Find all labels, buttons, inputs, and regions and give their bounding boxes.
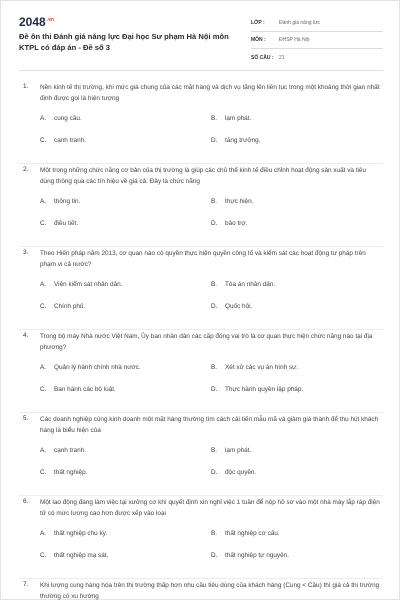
option-text: lạm phát. [225, 447, 252, 454]
question-item [19, 413, 383, 496]
meta-class-value: Đánh giá năng lực [279, 20, 320, 26]
document-title: Đề ôn thi Đánh giá năng lực Đại học Sư phạm Hà Nội môn KTPL có đáp án - Đề số 3 [19, 32, 229, 52]
question-text: Nền kinh tế thị trường, khi mức giá chung của các mặt hàng và dịch vụ tăng lên liên tục trong một khoảng thời gian nhất định được gọi là hiện tượng [40, 84, 380, 102]
option-a[interactable] [40, 115, 82, 122]
option-text: Thực hành quyền lập pháp. [225, 386, 304, 393]
option-a[interactable] [40, 530, 108, 537]
question-item [19, 496, 383, 579]
option-c[interactable] [40, 386, 116, 393]
option-letter: A. [40, 530, 47, 537]
question-item [19, 164, 383, 247]
option-text: Chính phủ. [54, 303, 86, 310]
option-text: bảo trợ. [225, 220, 248, 227]
option-letter: A. [40, 281, 47, 288]
option-text: lạm phát. [225, 115, 252, 122]
option-letter: C. [40, 386, 47, 393]
question-number: 4. [23, 332, 29, 339]
option-text: thất nghiệp chu kỳ. [54, 530, 108, 537]
option-letter: A. [40, 364, 47, 371]
question-text: Trong bộ máy Nhà nước Việt Nam, Ủy ban nhân dân các cấp đóng vai trò là cơ quan thực hiện chức năng nào tại địa phương? [40, 333, 373, 351]
document-header [19, 15, 383, 61]
option-text: Ban hành các bộ luật. [54, 386, 116, 393]
option-c[interactable] [40, 303, 85, 310]
question-item [19, 247, 383, 330]
option-letter: D. [211, 137, 218, 144]
option-text: thất nghiệp mạ sát. [54, 552, 109, 559]
option-d[interactable] [211, 303, 252, 310]
option-letter: C. [40, 303, 47, 310]
header-divider [19, 70, 383, 71]
option-text: Viện kiểm sát nhân dân. [54, 281, 123, 288]
document-meta [251, 15, 383, 66]
logo-domain: .vn [46, 17, 54, 23]
option-c[interactable] [40, 469, 87, 476]
option-text: Quốc hội. [225, 303, 253, 310]
option-text: thực hiện. [225, 198, 254, 205]
option-d[interactable] [211, 552, 289, 559]
option-text: thất nghiệp cơ cấu. [225, 530, 280, 537]
option-c[interactable] [40, 137, 86, 144]
option-a[interactable] [40, 281, 122, 288]
option-b[interactable] [211, 364, 298, 371]
option-text: độc quyền. [225, 469, 257, 476]
option-b[interactable] [211, 115, 251, 122]
question-text: Một trong những chức năng cơ bản của thị trường là giúp các chủ thể kinh tế điều chỉnh hoạt động sản xuất và tiêu dùng thông qua các tín hiệu về giá cả. Đây là chức năng [40, 167, 367, 185]
question-number: 2. [23, 166, 29, 173]
question-number: 5. [23, 415, 29, 422]
question-text: Khi lượng cung hàng hóa trên thị trường thấp hơn nhu cầu tiêu dùng của khách hàng (Cung < Cầu) thì giá cả thị trường thường có xu hướng [40, 582, 380, 600]
question-text: Một lao động đang làm việc tại xưởng cơ khí quyết định xin nghỉ việc 1 tuần để nộp hồ sơ vào một nhà máy lắp ráp điện tử có mức lương cao hơn được xếp vào loại [40, 499, 380, 517]
option-letter: B. [211, 281, 218, 288]
option-text: Quản lý hành chính nhà nước. [54, 364, 141, 371]
option-letter: B. [211, 198, 218, 205]
option-letter: D. [211, 386, 218, 393]
meta-class-label: LỚP : [251, 20, 265, 26]
option-letter: B. [211, 530, 218, 537]
option-d[interactable] [211, 386, 303, 393]
option-b[interactable] [211, 447, 251, 454]
option-d[interactable] [211, 220, 247, 227]
logo-text: 2048 [19, 15, 46, 29]
site-logo[interactable] [19, 15, 54, 29]
question-item [19, 330, 383, 413]
option-letter: D. [211, 220, 218, 227]
option-letter: B. [211, 364, 218, 371]
meta-subject-value: ĐHSP Hà Nội [279, 37, 310, 43]
question-number: 7. [23, 581, 29, 588]
option-letter: C. [40, 469, 47, 476]
meta-count [251, 49, 383, 66]
option-b[interactable] [211, 198, 253, 205]
question-list [19, 81, 383, 600]
meta-subject [251, 32, 383, 49]
question-text: Theo Hiến pháp năm 2013, cơ quan nào có quyền thực hiện quyền công tố và kiểm sát các hoạt động tư pháp trên phạm vi cả nước? [40, 250, 366, 268]
option-text: Tòa án nhân dân. [225, 281, 276, 288]
question-item [19, 81, 383, 164]
meta-class [251, 15, 383, 32]
option-letter: B. [211, 447, 218, 454]
option-letter: A. [40, 115, 47, 122]
option-a[interactable] [40, 198, 80, 205]
option-letter: C. [40, 137, 47, 144]
option-b[interactable] [211, 281, 275, 288]
option-text: thông tin. [54, 198, 81, 205]
option-letter: B. [211, 115, 218, 122]
meta-subject-label: MÔN : [251, 37, 266, 43]
option-b[interactable] [211, 530, 280, 537]
option-letter: D. [211, 552, 218, 559]
question-number: 1. [23, 83, 29, 90]
option-text: điều tiết. [54, 220, 79, 227]
option-c[interactable] [40, 552, 108, 559]
option-letter: A. [40, 198, 47, 205]
option-text: thất nghiệp. [54, 469, 88, 476]
question-item [19, 579, 383, 600]
question-number: 6. [23, 498, 29, 505]
option-text: tăng trưởng. [225, 137, 261, 144]
option-d[interactable] [211, 469, 256, 476]
meta-count-value: 21 [279, 54, 285, 61]
option-c[interactable] [40, 220, 78, 227]
option-a[interactable] [40, 364, 141, 371]
option-letter: A. [40, 447, 47, 454]
option-d[interactable] [211, 137, 260, 144]
option-letter: C. [40, 220, 47, 227]
option-text: thất nghiệp tự nguyện. [225, 552, 289, 559]
option-letter: C. [40, 552, 47, 559]
option-letter: D. [211, 303, 218, 310]
meta-count-label: SỐ CÂU : [251, 54, 274, 61]
option-text: cạnh tranh. [54, 137, 86, 144]
option-text: Xét xử các vụ án hình sự. [225, 364, 299, 371]
question-number: 3. [23, 249, 29, 256]
option-a[interactable] [40, 447, 86, 454]
question-text: Các doanh nghiệp cùng kinh doanh một mặt hàng thường tìm cách cải tiến mẫu mã và giảm giá thành để thu hút khách hàng là biểu hiện của [40, 416, 379, 434]
option-text: cạnh tranh. [54, 447, 86, 454]
option-text: cung cầu. [54, 115, 82, 122]
option-letter: D. [211, 469, 218, 476]
